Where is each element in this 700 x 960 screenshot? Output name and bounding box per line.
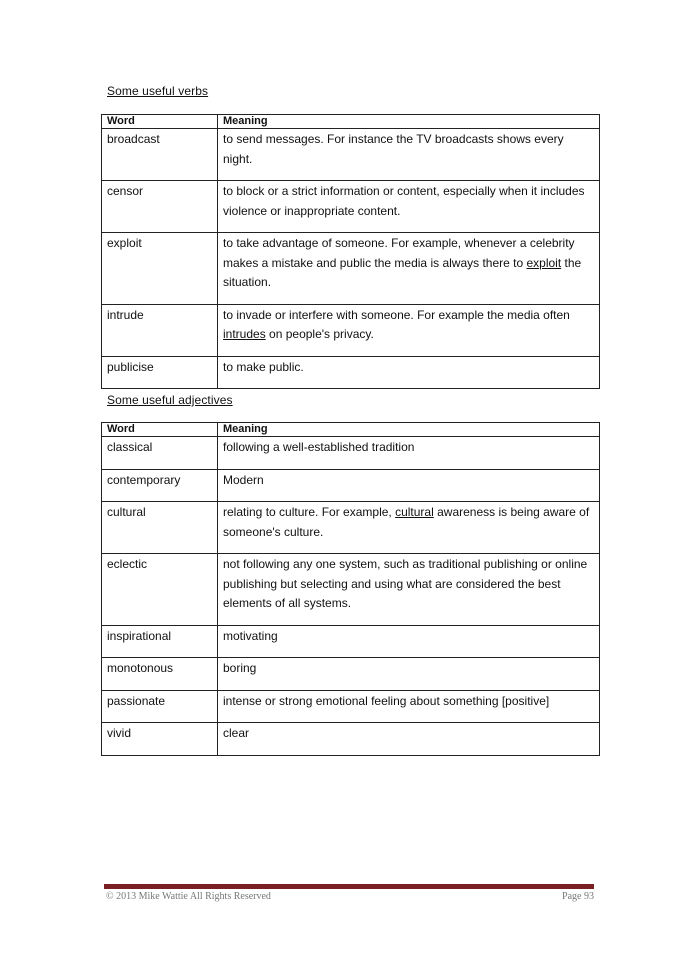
- table-row: [102, 356, 600, 389]
- meaning-text: intense or strong emotional feeling about something [positive]: [223, 693, 550, 708]
- meaning-text: not following any one system, such as traditional publishing or online publishing but selecting and using what are considered the best elements of all systems.: [223, 557, 588, 610]
- meaning-text: on people's privacy.: [265, 327, 374, 341]
- meaning-text: to invade or interfere with someone. For example the media often: [223, 307, 570, 322]
- word-cell: passionate: [102, 690, 218, 723]
- meaning-column-header: Meaning: [218, 423, 600, 437]
- table-row: [102, 437, 600, 470]
- meaning-cell: [218, 723, 600, 756]
- verbs-table-body: [102, 129, 600, 389]
- meaning-text: awareness is being aware of someone's culture.: [223, 505, 590, 539]
- meaning-cell: [218, 356, 600, 389]
- meaning-cell: [218, 181, 600, 233]
- footer-page-number: Page 93: [562, 891, 594, 902]
- meaning-text: clear: [223, 726, 250, 740]
- table-row: [102, 469, 600, 502]
- table-row: [102, 690, 600, 723]
- adjectives-table-body: [102, 437, 600, 756]
- verbs-heading: Some useful verbs: [107, 84, 209, 98]
- meaning-cell: [218, 502, 600, 554]
- meaning-cell: [218, 129, 600, 181]
- meaning-text: following a well-established tradition: [223, 440, 415, 454]
- footer-rule: [104, 884, 594, 889]
- meaning-text: the situation.: [223, 255, 582, 289]
- table-row: [102, 625, 600, 658]
- adjectives-table: [101, 422, 600, 756]
- meaning-cell: [218, 690, 600, 723]
- meaning-text: to send messages. For instance the TV broadcasts shows every night.: [223, 132, 564, 166]
- word-cell: eclectic: [102, 554, 218, 626]
- word-cell: censor: [102, 181, 218, 233]
- table-row: [102, 233, 600, 305]
- table-row: [102, 554, 600, 626]
- meaning-cell: [218, 437, 600, 470]
- table-row: [102, 658, 600, 691]
- table-row: [102, 304, 600, 356]
- word-cell: contemporary: [102, 469, 218, 502]
- table-header-row: [102, 115, 600, 129]
- word-cell: cultural: [102, 502, 218, 554]
- meaning-cell: [218, 658, 600, 691]
- word-cell: broadcast: [102, 129, 218, 181]
- table-header-row: [102, 423, 600, 437]
- meaning-cell: [218, 625, 600, 658]
- table-row: [102, 181, 600, 233]
- adjectives-heading: Some useful adjectives: [107, 393, 233, 407]
- word-cell: vivid: [102, 723, 218, 756]
- meaning-column-header: Meaning: [218, 115, 600, 129]
- table-row: [102, 129, 600, 181]
- meaning-cell: [218, 469, 600, 502]
- meaning-text: Modern: [223, 472, 264, 487]
- verbs-table: [101, 114, 600, 389]
- meaning-text: boring: [223, 661, 257, 675]
- underlined-word: cultural: [395, 505, 434, 519]
- word-cell: monotonous: [102, 658, 218, 691]
- underlined-word: exploit: [526, 255, 562, 270]
- meaning-cell: [218, 554, 600, 626]
- meaning-text: to block or a strict information or content, especially when it includes violence or inappropriate content.: [223, 184, 585, 218]
- table-row: [102, 502, 600, 554]
- word-column-header: Word: [102, 115, 218, 129]
- word-cell: publicise: [102, 356, 218, 389]
- word-cell: intrude: [102, 304, 218, 356]
- table-row: [102, 723, 600, 756]
- word-column-header: Word: [102, 423, 218, 437]
- word-cell: classical: [102, 437, 218, 470]
- word-cell: exploit: [102, 233, 218, 305]
- word-cell: inspirational: [102, 625, 218, 658]
- footer-copyright: © 2013 Mike Wattie All Rights Reserved: [106, 891, 271, 902]
- meaning-cell: [218, 233, 600, 305]
- meaning-text: to make public.: [223, 359, 304, 374]
- meaning-text: motivating: [223, 628, 278, 643]
- underlined-word: intrudes: [223, 327, 266, 341]
- meaning-text: to take advantage of someone. For example, whenever a celebrity makes a mistake and public the media is always there to: [223, 236, 575, 270]
- meaning-cell: [218, 304, 600, 356]
- meaning-text: relating to culture. For example,: [223, 505, 396, 519]
